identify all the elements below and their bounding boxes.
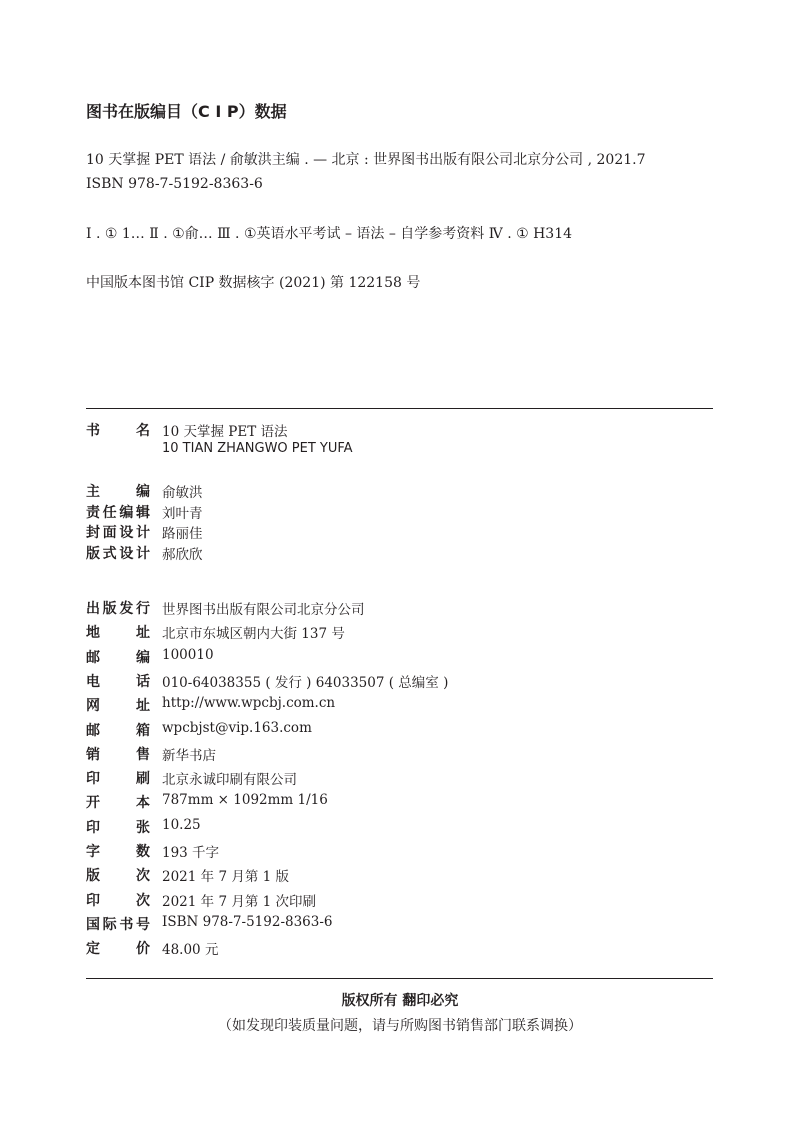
publication-value: wpcbjst@vip.163.com: [162, 719, 312, 736]
publication-label: 国 际 书 号: [86, 916, 150, 933]
cip-isbn-line: ISBN 978-7-5192-8363-6: [86, 176, 263, 192]
publication-label: 版 次: [86, 868, 150, 885]
title-label: 书 名: [86, 423, 150, 439]
publication-label: 印 次: [86, 892, 150, 909]
credit-label: 封 面 设 计: [86, 525, 150, 542]
publication-label: 网 址: [86, 698, 150, 715]
publication-label: 电 话: [86, 673, 150, 690]
cip-heading: 图书在版编目（C I P）数据: [86, 102, 287, 121]
credit-value: 刘叶青: [162, 505, 203, 522]
credit-label: 版 式 设 计: [86, 546, 150, 563]
publication-value: 新华书店: [162, 747, 216, 764]
publication-value: 世界图书出版有限公司北京分公司: [162, 602, 365, 618]
credit-value: 路丽佳: [162, 526, 203, 543]
publication-label: 销 售: [86, 746, 150, 763]
credit-value: 俞敏洪: [162, 485, 203, 501]
credit-label: 主 编: [86, 484, 150, 500]
return-policy-note: （如发现印装质量问题，请与所购图书销售部门联系调换）: [218, 1018, 582, 1034]
copyright-notice: 版权所有 翻印必究: [341, 993, 459, 1009]
publication-label: 邮 箱: [86, 722, 150, 739]
publication-label: 地 址: [86, 625, 150, 642]
publication-value: 787mm × 1092mm 1/16: [162, 792, 328, 809]
credit-value: 郝欣欣: [162, 547, 203, 564]
publication-label: 印 刷: [86, 771, 150, 788]
cip-record-number: 中国版本图书馆 CIP 数据核字 (2021) 第 122158 号: [86, 275, 421, 291]
cip-classification: Ⅰ . ① 1… Ⅱ . ①俞… Ⅲ . ①英语水平考试 – 语法 – 自学参考资料 Ⅳ . ① H314: [86, 226, 573, 242]
publication-label: 字 数: [86, 844, 150, 860]
publication-value: 48.00 元: [162, 942, 219, 959]
credit-label: 责 任 编 辑: [86, 504, 150, 521]
publication-value: http://www.wpcbj.com.cn: [162, 695, 336, 712]
book-title-cn: 10 天掌握 PET 语法: [162, 424, 288, 440]
publication-value: ISBN 978-7-5192-8363-6: [162, 913, 333, 930]
publication-value: 010-64038355 ( 发行 ) 64033507 ( 总编室 ): [162, 674, 449, 691]
publication-label: 定 价: [86, 941, 150, 958]
publication-value: 100010: [162, 646, 214, 663]
publication-label: 出 版 发 行: [86, 601, 150, 617]
publication-label: 开 本: [86, 795, 150, 812]
publication-value: 北京市东城区朝内大街 137 号: [162, 626, 345, 643]
publication-value: 2021 年 7 月第 1 次印刷: [162, 893, 316, 910]
publication-label: 印 张: [86, 819, 150, 836]
publication-value: 193 千字: [162, 845, 220, 861]
cip-entry-line: 10 天掌握 PET 语法 / 俞敏洪主编 . — 北京 : 世界图书出版有限公司北京分公司 , 2021.7: [86, 152, 646, 168]
top-divider: [86, 408, 713, 409]
publication-value: 10.25: [162, 816, 201, 833]
publication-label: 邮 编: [86, 649, 150, 666]
book-title-en: 10 TIAN ZHANGWO PET YUFA: [162, 441, 353, 456]
bottom-divider: [86, 978, 713, 979]
publication-value: 北京永诚印刷有限公司: [162, 772, 297, 789]
publication-value: 2021 年 7 月第 1 版: [162, 869, 289, 886]
